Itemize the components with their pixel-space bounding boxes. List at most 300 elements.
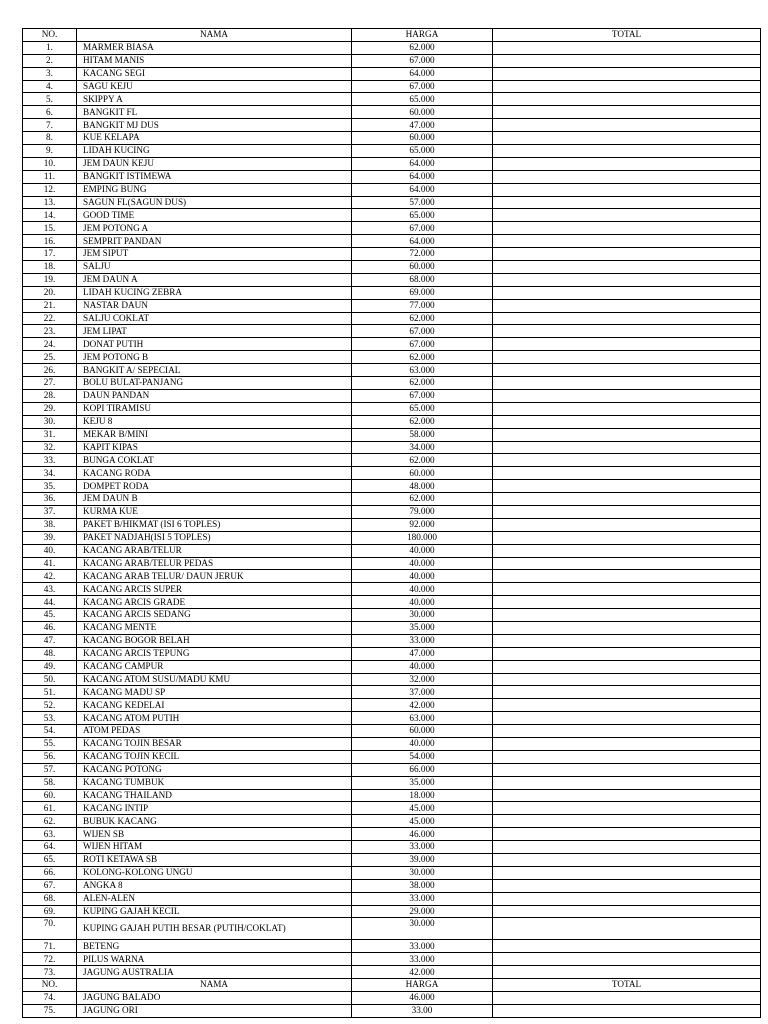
- table-row: [23, 609, 761, 622]
- row-nama: NASTAR DAUN: [77, 299, 352, 312]
- row-no: 41.: [23, 557, 77, 570]
- row-no: 25.: [23, 351, 77, 364]
- row-harga: 35.000: [352, 621, 493, 634]
- row-harga: 40.000: [352, 570, 493, 583]
- row-nama: MEKAR B/MINI: [77, 428, 352, 441]
- row-total: [493, 119, 761, 132]
- row-no: 13.: [23, 196, 77, 209]
- row-no: 5.: [23, 93, 77, 106]
- row-total: [493, 402, 761, 415]
- row-harga: 40.000: [352, 660, 493, 673]
- table-row: [23, 119, 761, 132]
- row-total: [493, 428, 761, 441]
- row-harga: 69.000: [352, 286, 493, 299]
- table-row: [23, 621, 761, 634]
- row-total: [493, 235, 761, 248]
- row-harga: 65.000: [352, 209, 493, 222]
- row-total: [493, 686, 761, 699]
- row-harga: 45.000: [352, 802, 493, 815]
- row-no: 64.: [23, 841, 77, 854]
- row-no: 22.: [23, 312, 77, 325]
- row-no: 7.: [23, 119, 77, 132]
- row-harga: 77.000: [352, 299, 493, 312]
- row-total: [493, 493, 761, 506]
- row-total: [493, 596, 761, 609]
- row-no: 32.: [23, 441, 77, 454]
- row-total: [493, 170, 761, 183]
- row-nama: JEM DAUN A: [77, 273, 352, 286]
- table-row: [23, 80, 761, 93]
- row-harga: 180.000: [352, 531, 493, 544]
- row-total: [493, 854, 761, 867]
- table-row: [23, 699, 761, 712]
- table-row: [23, 54, 761, 67]
- row-no: 61.: [23, 802, 77, 815]
- table-row: [23, 750, 761, 763]
- row-no: 4.: [23, 80, 77, 93]
- table-row: [23, 196, 761, 209]
- row-harga: 67.000: [352, 222, 493, 235]
- row-total: [493, 441, 761, 454]
- row-total: [493, 699, 761, 712]
- row-nama: DOMPET RODA: [77, 480, 352, 493]
- header-nama: NAMA: [77, 979, 352, 992]
- table-row: [23, 415, 761, 428]
- row-total: [493, 802, 761, 815]
- table-row: [23, 132, 761, 145]
- row-total: [493, 953, 761, 966]
- row-harga: 33.000: [352, 892, 493, 905]
- row-nama: BUNGA COKLAT: [77, 454, 352, 467]
- table-row: [23, 531, 761, 544]
- row-no: 24.: [23, 338, 77, 351]
- row-harga: 47.000: [352, 647, 493, 660]
- row-harga: 40.000: [352, 557, 493, 570]
- row-total: [493, 183, 761, 196]
- row-nama: BANGKIT FL: [77, 106, 352, 119]
- row-harga: 58.000: [352, 428, 493, 441]
- row-nama: KOPI TIRAMISU: [77, 402, 352, 415]
- row-no: 69.: [23, 905, 77, 918]
- table-row: [23, 802, 761, 815]
- table-row: [23, 725, 761, 738]
- table-row: [23, 157, 761, 170]
- row-nama: SAGUN FL(SAGUN DUS): [77, 196, 352, 209]
- row-total: [493, 273, 761, 286]
- table-row: [23, 480, 761, 493]
- header-no: NO.: [23, 29, 77, 42]
- row-nama: KACANG INTIP: [77, 802, 352, 815]
- row-nama: KACANG ARCIS GRADE: [77, 596, 352, 609]
- table-row: [23, 583, 761, 596]
- row-nama: JAGUNG BALADO: [77, 992, 352, 1005]
- price-list-table: [22, 28, 761, 1018]
- table-row: [23, 67, 761, 80]
- row-harga: 34.000: [352, 441, 493, 454]
- table-row: [23, 273, 761, 286]
- row-nama: HITAM MANIS: [77, 54, 352, 67]
- row-total: [493, 841, 761, 854]
- row-no: 12.: [23, 183, 77, 196]
- row-no: 35.: [23, 480, 77, 493]
- row-nama: PAKET NADJAH(ISI 5 TOPLES): [77, 531, 352, 544]
- row-nama: KURMA KUE: [77, 505, 352, 518]
- row-harga: 33.000: [352, 841, 493, 854]
- row-nama: SKIPPY A: [77, 93, 352, 106]
- row-total: [493, 145, 761, 158]
- table-row: [23, 596, 761, 609]
- row-no: 11.: [23, 170, 77, 183]
- row-harga: 67.000: [352, 389, 493, 402]
- row-no: 20.: [23, 286, 77, 299]
- row-nama: KAPIT KIPAS: [77, 441, 352, 454]
- table-row: [23, 673, 761, 686]
- table-row: [23, 1004, 761, 1017]
- row-no: 29.: [23, 402, 77, 415]
- row-nama: BANGKIT ISTIMEWA: [77, 170, 352, 183]
- row-nama: KACANG ARAB/TELUR PEDAS: [77, 557, 352, 570]
- row-no: 71.: [23, 940, 77, 953]
- row-total: [493, 763, 761, 776]
- row-no: 2.: [23, 54, 77, 67]
- row-nama: MARMER BIASA: [77, 41, 352, 54]
- row-nama: KACANG TUMBUK: [77, 776, 352, 789]
- row-total: [493, 776, 761, 789]
- row-harga: 64.000: [352, 183, 493, 196]
- row-harga: 60.000: [352, 261, 493, 274]
- row-harga: 64.000: [352, 67, 493, 80]
- row-harga: 40.000: [352, 737, 493, 750]
- row-harga: 18.000: [352, 789, 493, 802]
- row-nama: JEM LIPAT: [77, 325, 352, 338]
- table-row: [23, 299, 761, 312]
- row-nama: KACANG BOGOR BELAH: [77, 634, 352, 647]
- row-total: [493, 583, 761, 596]
- row-harga: 68.000: [352, 273, 493, 286]
- row-no: 36.: [23, 493, 77, 506]
- row-no: 1.: [23, 41, 77, 54]
- header-total: TOTAL: [493, 29, 761, 42]
- row-nama: SAGU KEJU: [77, 80, 352, 93]
- table-row: [23, 428, 761, 441]
- table-row: [23, 467, 761, 480]
- row-nama: KACANG TOJIN KECIL: [77, 750, 352, 763]
- row-no: 40.: [23, 544, 77, 557]
- row-no: 37.: [23, 505, 77, 518]
- row-no: 49.: [23, 660, 77, 673]
- row-nama: JEM POTONG B: [77, 351, 352, 364]
- row-total: [493, 544, 761, 557]
- row-nama: KACANG CAMPUR: [77, 660, 352, 673]
- row-total: [493, 557, 761, 570]
- table-row: [23, 493, 761, 506]
- row-no: 67.: [23, 879, 77, 892]
- row-no: 55.: [23, 737, 77, 750]
- row-no: 43.: [23, 583, 77, 596]
- row-nama: KACANG THAILAND: [77, 789, 352, 802]
- table-row: [23, 966, 761, 979]
- row-harga: 79.000: [352, 505, 493, 518]
- row-no: 31.: [23, 428, 77, 441]
- row-nama: LIDAH KUCING: [77, 145, 352, 158]
- row-no: 74.: [23, 992, 77, 1005]
- table-row: [23, 570, 761, 583]
- table-row: [23, 815, 761, 828]
- table-row: [23, 953, 761, 966]
- table-row: [23, 351, 761, 364]
- row-nama: DONAT PUTIH: [77, 338, 352, 351]
- row-nama: KACANG ARCIS SUPER: [77, 583, 352, 596]
- row-harga: 62.000: [352, 41, 493, 54]
- row-no: 6.: [23, 106, 77, 119]
- row-total: [493, 828, 761, 841]
- row-nama: JEM SIPUT: [77, 248, 352, 261]
- row-harga: 32.000: [352, 673, 493, 686]
- row-harga: 67.000: [352, 80, 493, 93]
- row-nama: PILUS WARNA: [77, 953, 352, 966]
- row-no: 66.: [23, 866, 77, 879]
- row-harga: 35.000: [352, 776, 493, 789]
- row-total: [493, 892, 761, 905]
- row-harga: 63.000: [352, 364, 493, 377]
- row-no: 26.: [23, 364, 77, 377]
- table-row: [23, 170, 761, 183]
- row-total: [493, 750, 761, 763]
- row-nama: KACANG ATOM PUTIH: [77, 712, 352, 725]
- row-nama: KACANG RODA: [77, 467, 352, 480]
- row-total: [493, 415, 761, 428]
- row-nama: KACANG ARCIS TEPUNG: [77, 647, 352, 660]
- row-nama: BOLU BULAT-PANJANG: [77, 377, 352, 390]
- row-nama: ROTI KETAWA SB: [77, 854, 352, 867]
- row-total: [493, 106, 761, 119]
- row-harga: 62.000: [352, 312, 493, 325]
- row-total: [493, 505, 761, 518]
- row-harga: 62.000: [352, 351, 493, 364]
- row-total: [493, 248, 761, 261]
- row-no: 15.: [23, 222, 77, 235]
- row-total: [493, 196, 761, 209]
- row-harga: 33.000: [352, 953, 493, 966]
- table-row: [23, 338, 761, 351]
- row-harga: 45.000: [352, 815, 493, 828]
- table-row: [23, 377, 761, 390]
- table-row: [23, 660, 761, 673]
- header-row: [23, 29, 761, 42]
- row-harga: 47.000: [352, 119, 493, 132]
- row-no: 42.: [23, 570, 77, 583]
- row-harga: 66.000: [352, 763, 493, 776]
- row-nama: KUPING GAJAH PUTIH BESAR (PUTIH/COKLAT): [77, 918, 352, 940]
- row-total: [493, 966, 761, 979]
- table-row: [23, 325, 761, 338]
- header-row: [23, 979, 761, 992]
- row-total: [493, 261, 761, 274]
- row-no: 33.: [23, 454, 77, 467]
- table-row: [23, 235, 761, 248]
- table-row: [23, 789, 761, 802]
- row-total: [493, 660, 761, 673]
- table-row: [23, 286, 761, 299]
- row-harga: 42.000: [352, 699, 493, 712]
- row-nama: ALEN-ALEN: [77, 892, 352, 905]
- row-total: [493, 570, 761, 583]
- row-total: [493, 80, 761, 93]
- row-total: [493, 364, 761, 377]
- header-no: NO.: [23, 979, 77, 992]
- row-nama: WIJEN SB: [77, 828, 352, 841]
- row-nama: JAGUNG ORI: [77, 1004, 352, 1017]
- row-harga: 39.000: [352, 854, 493, 867]
- header-harga: HARGA: [352, 29, 493, 42]
- header-nama: NAMA: [77, 29, 352, 42]
- table-row: [23, 647, 761, 660]
- row-no: 27.: [23, 377, 77, 390]
- row-total: [493, 905, 761, 918]
- row-nama: LIDAH KUCING ZEBRA: [77, 286, 352, 299]
- row-total: [493, 454, 761, 467]
- row-nama: JEM DAUN B: [77, 493, 352, 506]
- row-harga: 63.000: [352, 712, 493, 725]
- row-no: 58.: [23, 776, 77, 789]
- row-total: [493, 389, 761, 402]
- row-nama: KACANG TOJIN BESAR: [77, 737, 352, 750]
- row-nama: PAKET B/HIKMAT (ISI 6 TOPLES): [77, 518, 352, 531]
- row-no: 60.: [23, 789, 77, 802]
- row-harga: 64.000: [352, 235, 493, 248]
- row-nama: KOLONG-KOLONG UNGU: [77, 866, 352, 879]
- row-total: [493, 673, 761, 686]
- table-row: [23, 879, 761, 892]
- table-row: [23, 41, 761, 54]
- row-harga: 46.000: [352, 828, 493, 841]
- row-no: 21.: [23, 299, 77, 312]
- row-total: [493, 67, 761, 80]
- row-no: 30.: [23, 415, 77, 428]
- row-no: 50.: [23, 673, 77, 686]
- row-harga: 30.000: [352, 609, 493, 622]
- row-nama: SEMPRIT PANDAN: [77, 235, 352, 248]
- row-total: [493, 712, 761, 725]
- row-no: 48.: [23, 647, 77, 660]
- row-nama: KACANG ARAB/TELUR: [77, 544, 352, 557]
- row-no: 63.: [23, 828, 77, 841]
- row-nama: KACANG MENTE: [77, 621, 352, 634]
- table-row: [23, 854, 761, 867]
- row-harga: 40.000: [352, 544, 493, 557]
- row-harga: 92.000: [352, 518, 493, 531]
- row-total: [493, 725, 761, 738]
- row-total: [493, 132, 761, 145]
- table-row: [23, 389, 761, 402]
- row-no: 73.: [23, 966, 77, 979]
- row-total: [493, 518, 761, 531]
- row-no: 45.: [23, 609, 77, 622]
- row-no: 18.: [23, 261, 77, 274]
- row-nama: KACANG MADU SP: [77, 686, 352, 699]
- row-harga: 62.000: [352, 377, 493, 390]
- table-row: [23, 918, 761, 940]
- row-harga: 65.000: [352, 402, 493, 415]
- row-nama: KACANG ARAB TELUR/ DAUN JERUK: [77, 570, 352, 583]
- row-harga: 33.000: [352, 940, 493, 953]
- table-row: [23, 209, 761, 222]
- row-harga: 67.000: [352, 325, 493, 338]
- table-row: [23, 505, 761, 518]
- table-row: [23, 402, 761, 415]
- row-harga: 38.000: [352, 879, 493, 892]
- row-harga: 29.000: [352, 905, 493, 918]
- row-total: [493, 299, 761, 312]
- row-no: 54.: [23, 725, 77, 738]
- row-nama: DAUN PANDAN: [77, 389, 352, 402]
- row-total: [493, 312, 761, 325]
- row-no: 46.: [23, 621, 77, 634]
- row-harga: 57.000: [352, 196, 493, 209]
- row-no: 70.: [23, 918, 77, 940]
- row-harga: 30.000: [352, 918, 493, 940]
- table-row: [23, 712, 761, 725]
- table-row: [23, 557, 761, 570]
- table-row: [23, 841, 761, 854]
- table-row: [23, 106, 761, 119]
- row-nama: ATOM PEDAS: [77, 725, 352, 738]
- row-nama: EMPING BUNG: [77, 183, 352, 196]
- row-no: 8.: [23, 132, 77, 145]
- row-no: 23.: [23, 325, 77, 338]
- table-row: [23, 544, 761, 557]
- row-total: [493, 815, 761, 828]
- row-no: 38.: [23, 518, 77, 531]
- row-no: 14.: [23, 209, 77, 222]
- row-nama: SALJU: [77, 261, 352, 274]
- table-row: [23, 940, 761, 953]
- table-row: [23, 737, 761, 750]
- row-harga: 62.000: [352, 415, 493, 428]
- table-row: [23, 763, 761, 776]
- row-nama: BANGKIT A/ SEPECIAL: [77, 364, 352, 377]
- row-no: 57.: [23, 763, 77, 776]
- row-no: 3.: [23, 67, 77, 80]
- row-no: 9.: [23, 145, 77, 158]
- row-nama: JAGUNG AUSTRALIA: [77, 966, 352, 979]
- row-no: 62.: [23, 815, 77, 828]
- header-harga: HARGA: [352, 979, 493, 992]
- row-harga: 30.000: [352, 866, 493, 879]
- table-row: [23, 454, 761, 467]
- row-nama: KUPING GAJAH KECIL: [77, 905, 352, 918]
- table-row: [23, 145, 761, 158]
- row-total: [493, 209, 761, 222]
- row-total: [493, 41, 761, 54]
- row-nama: BUBUK KACANG: [77, 815, 352, 828]
- row-total: [493, 992, 761, 1005]
- row-nama: KUE KELAPA: [77, 132, 352, 145]
- row-total: [493, 338, 761, 351]
- table-row: [23, 892, 761, 905]
- row-nama: KACANG POTONG: [77, 763, 352, 776]
- table-row: [23, 992, 761, 1005]
- row-no: 68.: [23, 892, 77, 905]
- row-nama: SALJU COKLAT: [77, 312, 352, 325]
- row-nama: KEJU 8: [77, 415, 352, 428]
- row-harga: 60.000: [352, 725, 493, 738]
- row-nama: KACANG KEDELAI: [77, 699, 352, 712]
- row-harga: 64.000: [352, 170, 493, 183]
- row-no: 51.: [23, 686, 77, 699]
- row-total: [493, 222, 761, 235]
- row-harga: 37.000: [352, 686, 493, 699]
